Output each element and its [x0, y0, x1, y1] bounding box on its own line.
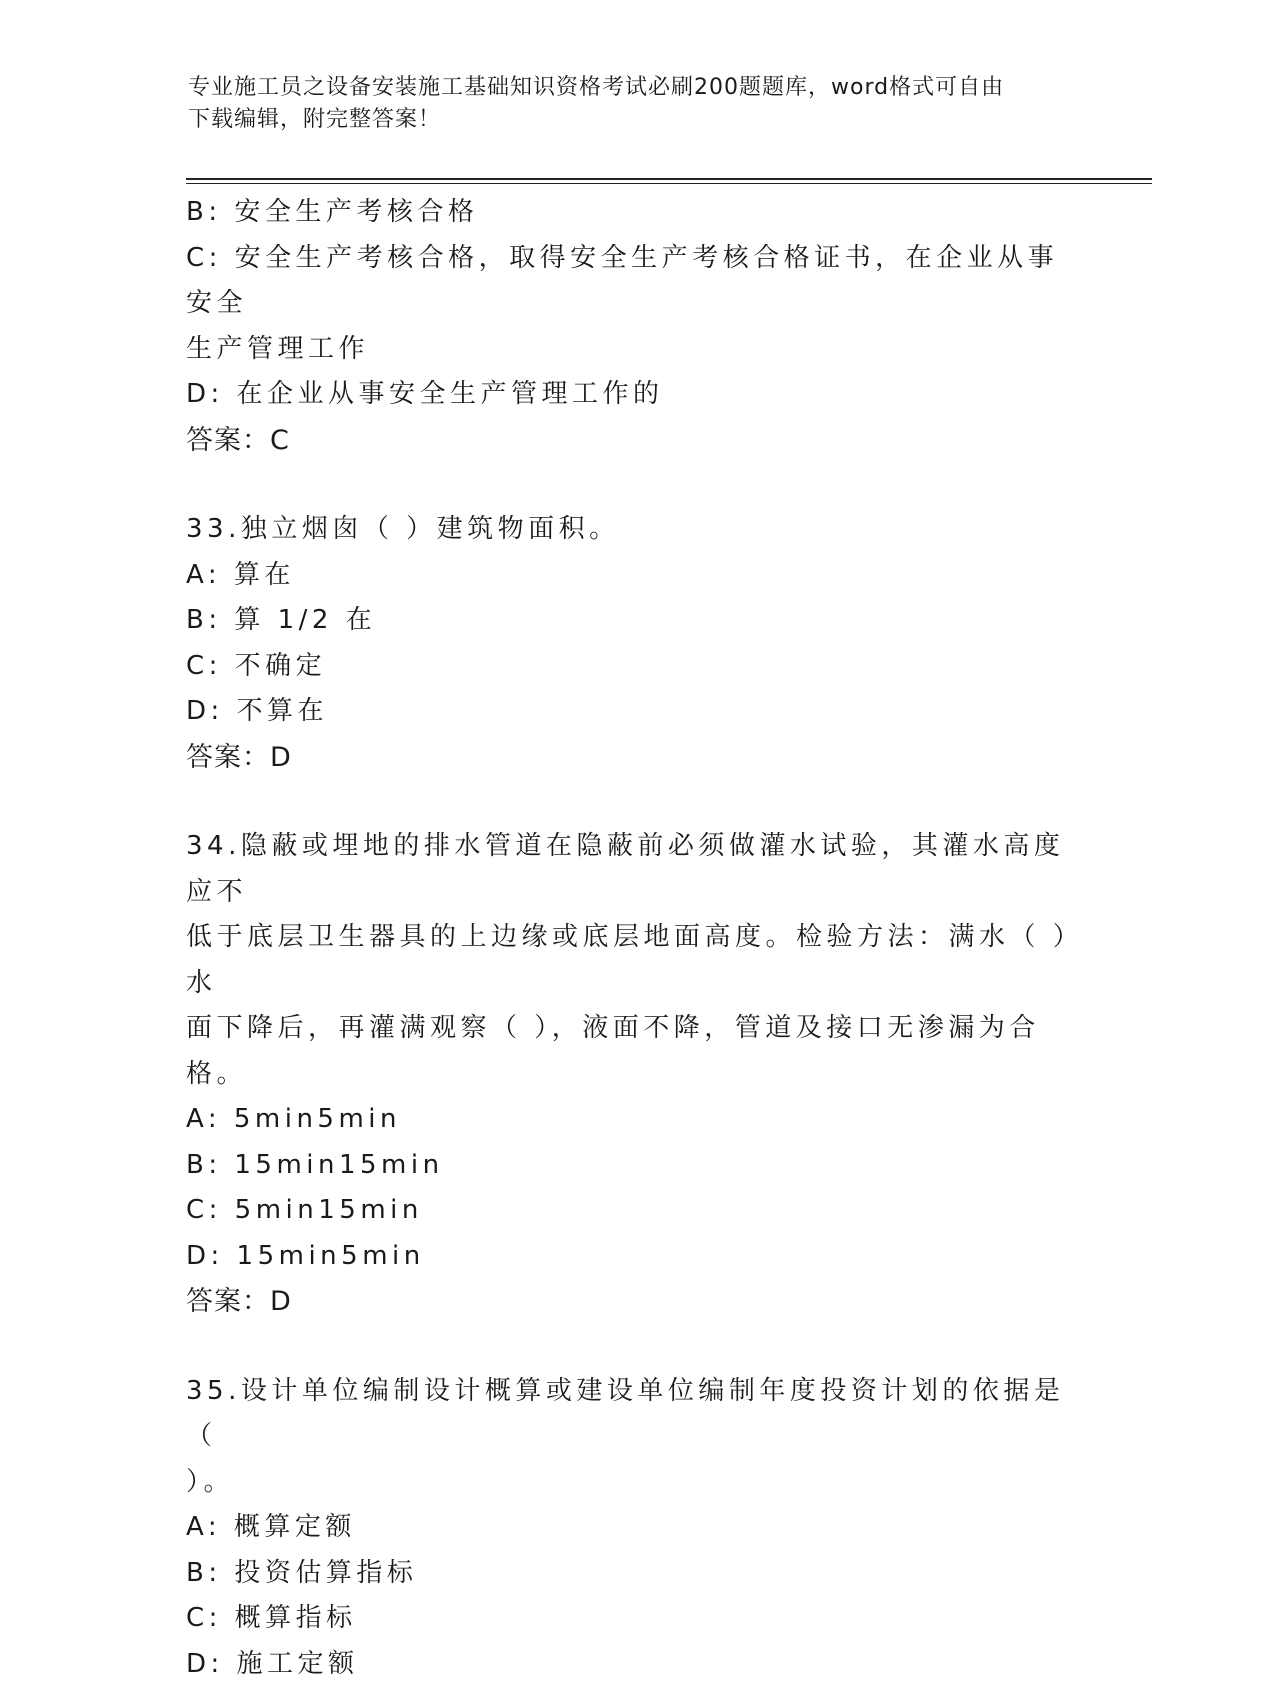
question-34	[186, 824, 1076, 1325]
q32-option-c-line-1: C: 安全生产考核合格，取得安全生产考核合格证书，在企业从事安全	[186, 236, 1076, 327]
spacer	[186, 463, 1076, 507]
q32-option-b: B: 安全生产考核合格	[186, 190, 1076, 236]
q33-option-b: B: 算 1/2 在	[186, 598, 1076, 644]
q33-stem: 33.独立烟囱（ ）建筑物面积。	[186, 507, 1076, 553]
q32-answer: 答案：C	[186, 418, 1076, 464]
q32-option-d: D: 在企业从事安全生产管理工作的	[186, 372, 1076, 418]
q32-option-c-line-2: 生产管理工作	[186, 327, 1076, 373]
q34-option-a: A: 5min5min	[186, 1097, 1076, 1143]
spacer	[186, 780, 1076, 824]
question-32	[186, 190, 1076, 463]
q33-answer: 答案：D	[186, 735, 1076, 781]
q35-option-b: B: 投资估算指标	[186, 1551, 1076, 1597]
q34-option-b: B: 15min15min	[186, 1143, 1076, 1189]
question-content	[186, 190, 1076, 1687]
q34-option-d: D: 15min5min	[186, 1234, 1076, 1280]
header-title-line-1: 专业施工员之设备安装施工基础知识资格考试必刷200题题库，word格式可自由	[188, 72, 1068, 104]
header-title-line-2: 下载编辑，附完整答案！	[188, 104, 1068, 136]
q35-option-d: D: 施工定额	[186, 1642, 1076, 1687]
q34-option-c: C: 5min15min	[186, 1188, 1076, 1234]
q35-stem-line-2: ）。	[186, 1460, 1076, 1506]
header-divider-thick	[186, 178, 1152, 180]
q34-answer: 答案：D	[186, 1279, 1076, 1325]
q35-stem-line-1: 35.设计单位编制设计概算或建设单位编制年度投资计划的依据是（	[186, 1369, 1076, 1460]
q35-option-c: C: 概算指标	[186, 1596, 1076, 1642]
question-33	[186, 507, 1076, 780]
document-header	[188, 72, 1068, 136]
q33-option-c: C: 不确定	[186, 644, 1076, 690]
q34-stem-line-2: 低于底层卫生器具的上边缘或底层地面高度。检验方法：满水（ ）水	[186, 915, 1076, 1006]
q34-stem-line-1: 34.隐蔽或埋地的排水管道在隐蔽前必须做灌水试验，其灌水高度应不	[186, 824, 1076, 915]
q34-stem-line-3: 面下降后，再灌满观察（ ），液面不降，管道及接口无渗漏为合格。	[186, 1006, 1076, 1097]
q35-option-a: A: 概算定额	[186, 1505, 1076, 1551]
header-divider-thin	[186, 183, 1152, 184]
q33-option-a: A: 算在	[186, 553, 1076, 599]
question-35	[186, 1369, 1076, 1687]
q33-option-d: D: 不算在	[186, 689, 1076, 735]
spacer	[186, 1325, 1076, 1369]
